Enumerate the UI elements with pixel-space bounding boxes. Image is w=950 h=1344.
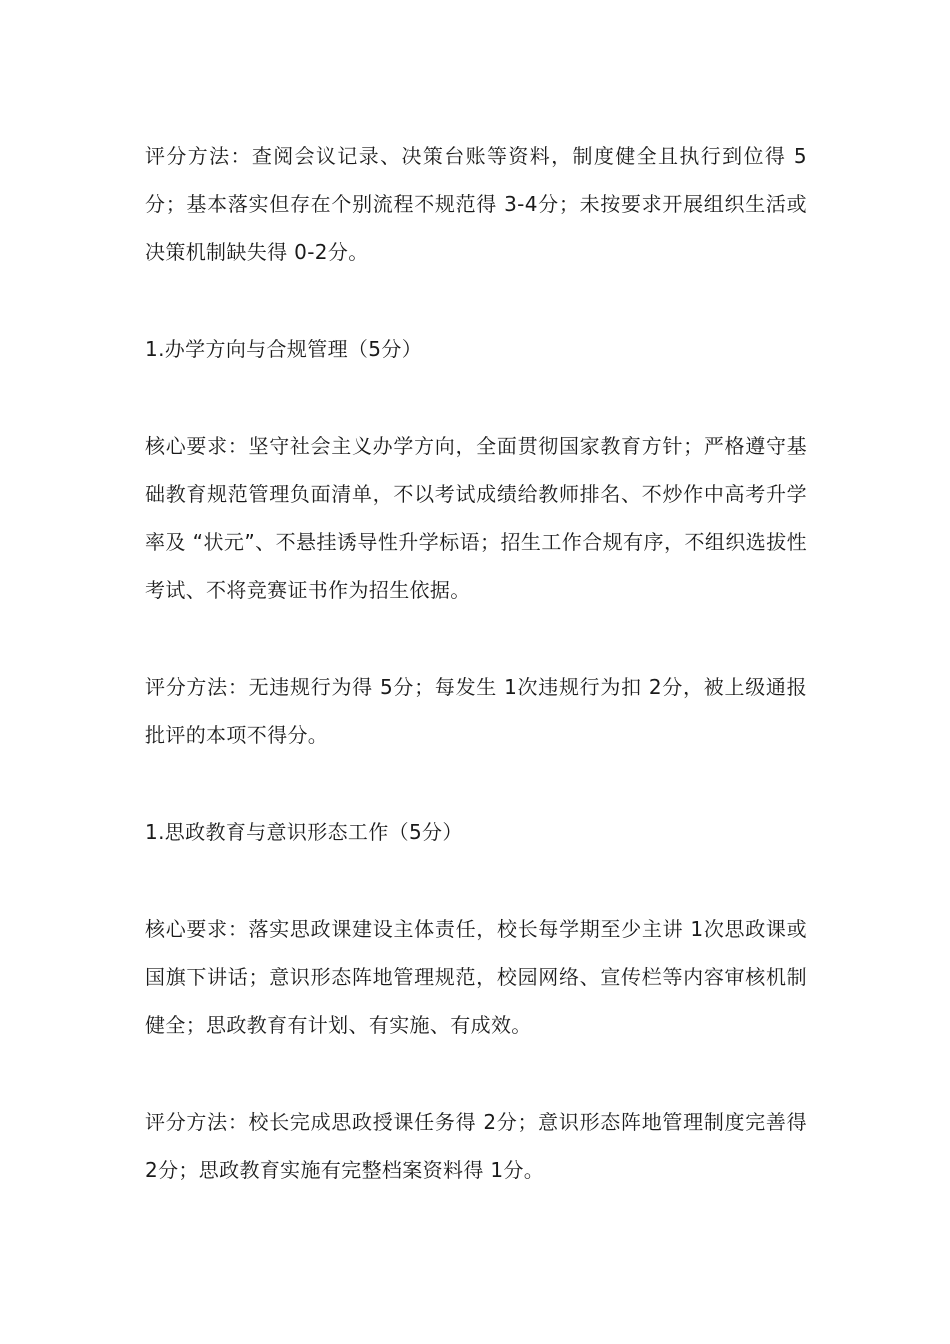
document-body [145,132,807,1194]
paragraph-spacer [145,276,807,325]
core-requirement-paragraph: 核心要求：坚守社会主义办学方向，全面贯彻国家教育方针；严格遵守基础教育规范管理负面清单，不以考试成绩给教师排名、不炒作中高考升学率及 “状元”、不悬挂诱导性升学标语；招生工作合规有序，不组织选拔性考试、不将竞赛证书作为招生依据。 [145,434,807,602]
paragraph-spacer [145,759,807,808]
scoring-method-paragraph: 评分方法：校长完成思政授课任务得 2分；意识形态阵地管理制度完善得 2分；思政教育实施有完整档案资料得 1分。 [145,1110,807,1182]
scoring-method-paragraph: 评分方法：无违规行为得 5分；每发生 1次违规行为扣 2分，被上级通报批评的本项不得分。 [145,675,807,747]
paragraph-spacer [145,373,807,422]
section-heading-ideological-education: 1.思政教育与意识形态工作（5分） [145,820,463,844]
scoring-method-paragraph: 评分方法：查阅会议记录、决策台账等资料，制度健全且执行到位得 5分；基本落实但存在个别流程不规范得 3-4分；未按要求开展组织生活或决策机制缺失得 0-2分。 [145,144,807,264]
paragraph-spacer [145,614,807,663]
paragraph-spacer [145,1049,807,1098]
core-requirement-paragraph: 核心要求：落实思政课建设主体责任，校长每学期至少主讲 1次思政课或国旗下讲话；意识形态阵地管理规范，校园网络、宣传栏等内容审核机制健全；思政教育有计划、有实施、有成效。 [145,917,807,1037]
paragraph-spacer [145,856,807,905]
section-heading-school-direction: 1.办学方向与合规管理（5分） [145,337,423,361]
